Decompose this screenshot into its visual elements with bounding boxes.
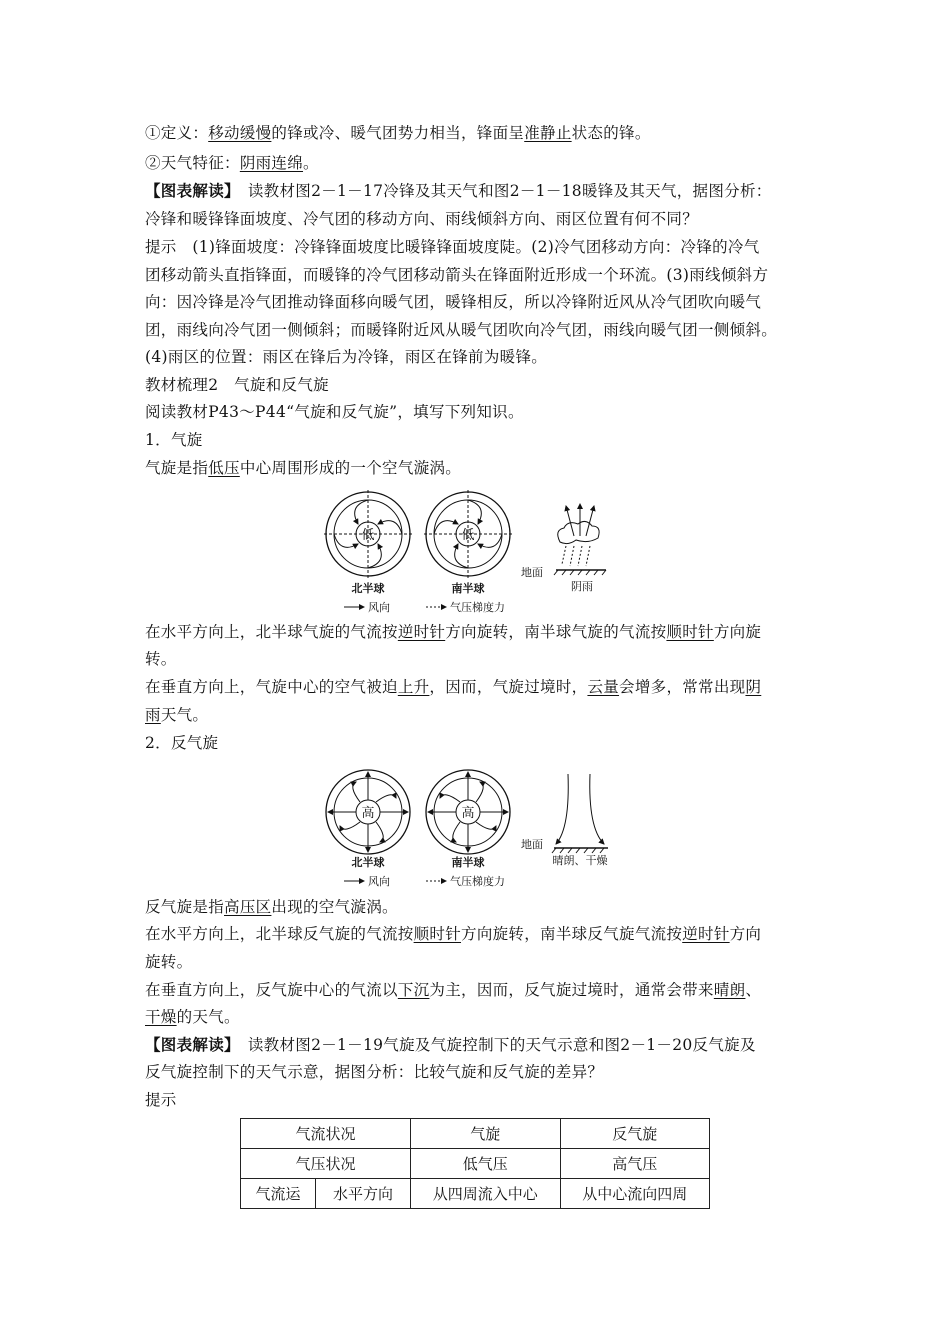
ground-label-2: 地面 bbox=[521, 838, 543, 851]
table-cell: 气压状况 bbox=[241, 1149, 411, 1179]
table-cell: 高气压 bbox=[560, 1149, 710, 1179]
cyclone-figure bbox=[318, 486, 618, 616]
comparison-table bbox=[240, 1118, 710, 1209]
table-cell: 气流运 bbox=[241, 1179, 316, 1209]
anticyclone-heading: 2．反气旋 bbox=[145, 734, 219, 752]
table-cell: 水平方向 bbox=[316, 1179, 411, 1209]
table-cell: 反气旋 bbox=[560, 1119, 710, 1149]
cyclone-heading: 1．气旋 bbox=[145, 431, 203, 449]
low-label: 低 bbox=[361, 528, 375, 543]
south-hemisphere-label: 南半球 bbox=[451, 582, 485, 595]
chart-reading-question-2: 【图表解读】 读教材图2－1－19气旋及气旋控制下的天气示意和图2－1－20反气旋及 bbox=[145, 1035, 756, 1054]
legend-pressure-gradient-2: 气压梯度力 bbox=[450, 875, 505, 888]
weather-label-2: 晴朗、干燥 bbox=[552, 854, 608, 867]
table-row bbox=[241, 1179, 710, 1209]
cyclone-south-diagram bbox=[424, 490, 512, 578]
cyclone-vertical-2: 雨天气。 bbox=[145, 706, 209, 724]
weather-label: 阴雨 bbox=[571, 580, 593, 593]
cyclone-vertical-1: 在垂直方向上，气旋中心的空气被迫上升，因而，气旋过境时，云量会增多，常常出现阴 bbox=[145, 678, 762, 696]
chart-reading-question-1-cont: 冷锋和暖锋锋面坡度、冷气团的移动方向、雨线倾斜方向、雨区位置有何不同？ bbox=[145, 210, 699, 228]
hint-label: 提示 bbox=[145, 1091, 177, 1109]
anticyclone-south-diagram bbox=[426, 770, 510, 854]
legend-pressure-gradient: 气压梯度力 bbox=[450, 601, 505, 614]
table-cell: 气旋 bbox=[411, 1119, 561, 1149]
anticyclone-horizontal-2: 旋转。 bbox=[145, 953, 193, 971]
legend-wind: 风向 bbox=[368, 601, 390, 614]
anticyclone-horizontal-1: 在水平方向上，北半球反气旋的气流按顺时针方向旋转，南半球反气旋气流按逆时针方向 bbox=[145, 925, 762, 943]
chart-reading-question-1: 【图表解读】 读教材图2－1－17冷锋及其天气和图2－1－18暖锋及其天气，据图分析： bbox=[145, 181, 772, 200]
cyclone-horizontal-1: 在水平方向上，北半球气旋的气流按逆时针方向旋转，南半球气旋的气流按顺时针方向旋 bbox=[145, 623, 762, 641]
table-cell: 低气压 bbox=[411, 1149, 561, 1179]
high-label: 高 bbox=[361, 806, 375, 821]
cyclone-definition: 气旋是指低压中心周围形成的一个空气漩涡。 bbox=[145, 459, 462, 477]
anticyclone-side-view bbox=[521, 774, 608, 867]
north-hemisphere-label: 北半球 bbox=[351, 582, 385, 595]
anticyclone-definition: 反气旋是指高压区出现的空气漩涡。 bbox=[145, 898, 398, 916]
cyclone-side-view bbox=[521, 504, 606, 593]
table-row bbox=[241, 1149, 710, 1179]
hint-line-5: (4)雨区的位置：雨区在锋后为冷锋，雨区在锋前为暖锋。 bbox=[145, 348, 548, 366]
table-row bbox=[241, 1119, 710, 1149]
anticyclone-north-diagram bbox=[326, 770, 410, 854]
table-cell: 从四周流入中心 bbox=[411, 1179, 561, 1209]
cyclone-north-diagram bbox=[324, 490, 412, 578]
table-cell: 气流状况 bbox=[241, 1119, 411, 1149]
cyclone-horizontal-2: 转。 bbox=[145, 650, 177, 668]
ground-label: 地面 bbox=[521, 566, 543, 579]
stationary-front-weather: ②天气特征：阴雨连绵。 bbox=[145, 154, 319, 172]
south-hemisphere-label-2: 南半球 bbox=[451, 856, 485, 869]
legend-wind-2: 风向 bbox=[368, 875, 390, 888]
anticyclone-vertical-1: 在垂直方向上，反气旋中心的气流以下沉为主，因而，反气旋过境时，通常会带来晴朗、 bbox=[145, 981, 762, 999]
high-label-south: 高 bbox=[461, 806, 475, 821]
hint-line-3: 向：因冷锋是冷气团推动锋面移向暖气团，暖锋相反，所以冷锋附近风从冷气团吹向暖气 bbox=[145, 293, 762, 311]
hint-line-4: 团，雨线向冷气团一侧倾斜；而暖锋附近风从暖气团吹向冷气团，雨线向暖气团一侧倾斜。 bbox=[145, 321, 778, 339]
stationary-front-definition: ①定义：移动缓慢的锋或冷、暖气团势力相当，锋面呈准静止状态的锋。 bbox=[145, 124, 651, 142]
section-title: 教材梳理2 气旋和反气旋 bbox=[145, 376, 329, 394]
section-intro: 阅读教材P43～P44“气旋和反气旋”，填写下列知识。 bbox=[145, 403, 524, 421]
chart-reading-question-2-cont: 反气旋控制下的天气示意，据图分析：比较气旋和反气旋的差异？ bbox=[145, 1063, 604, 1081]
anticyclone-vertical-2: 干燥的天气。 bbox=[145, 1008, 240, 1026]
anticyclone-figure bbox=[318, 768, 618, 890]
hint-line-1: 提示 (1)锋面坡度：冷锋锋面坡度比暖锋锋面坡度陡。(2)冷气团移动方向：冷锋的冷气 bbox=[145, 238, 760, 256]
low-label-south: 低 bbox=[461, 528, 475, 543]
north-hemisphere-label-2: 北半球 bbox=[351, 856, 385, 869]
hint-line-2: 团移动箭头直指锋面，而暖锋的冷气团移动箭头在锋面附近形成一个环流。(3)雨线倾斜方 bbox=[145, 266, 769, 284]
table-cell: 从中心流向四周 bbox=[560, 1179, 710, 1209]
